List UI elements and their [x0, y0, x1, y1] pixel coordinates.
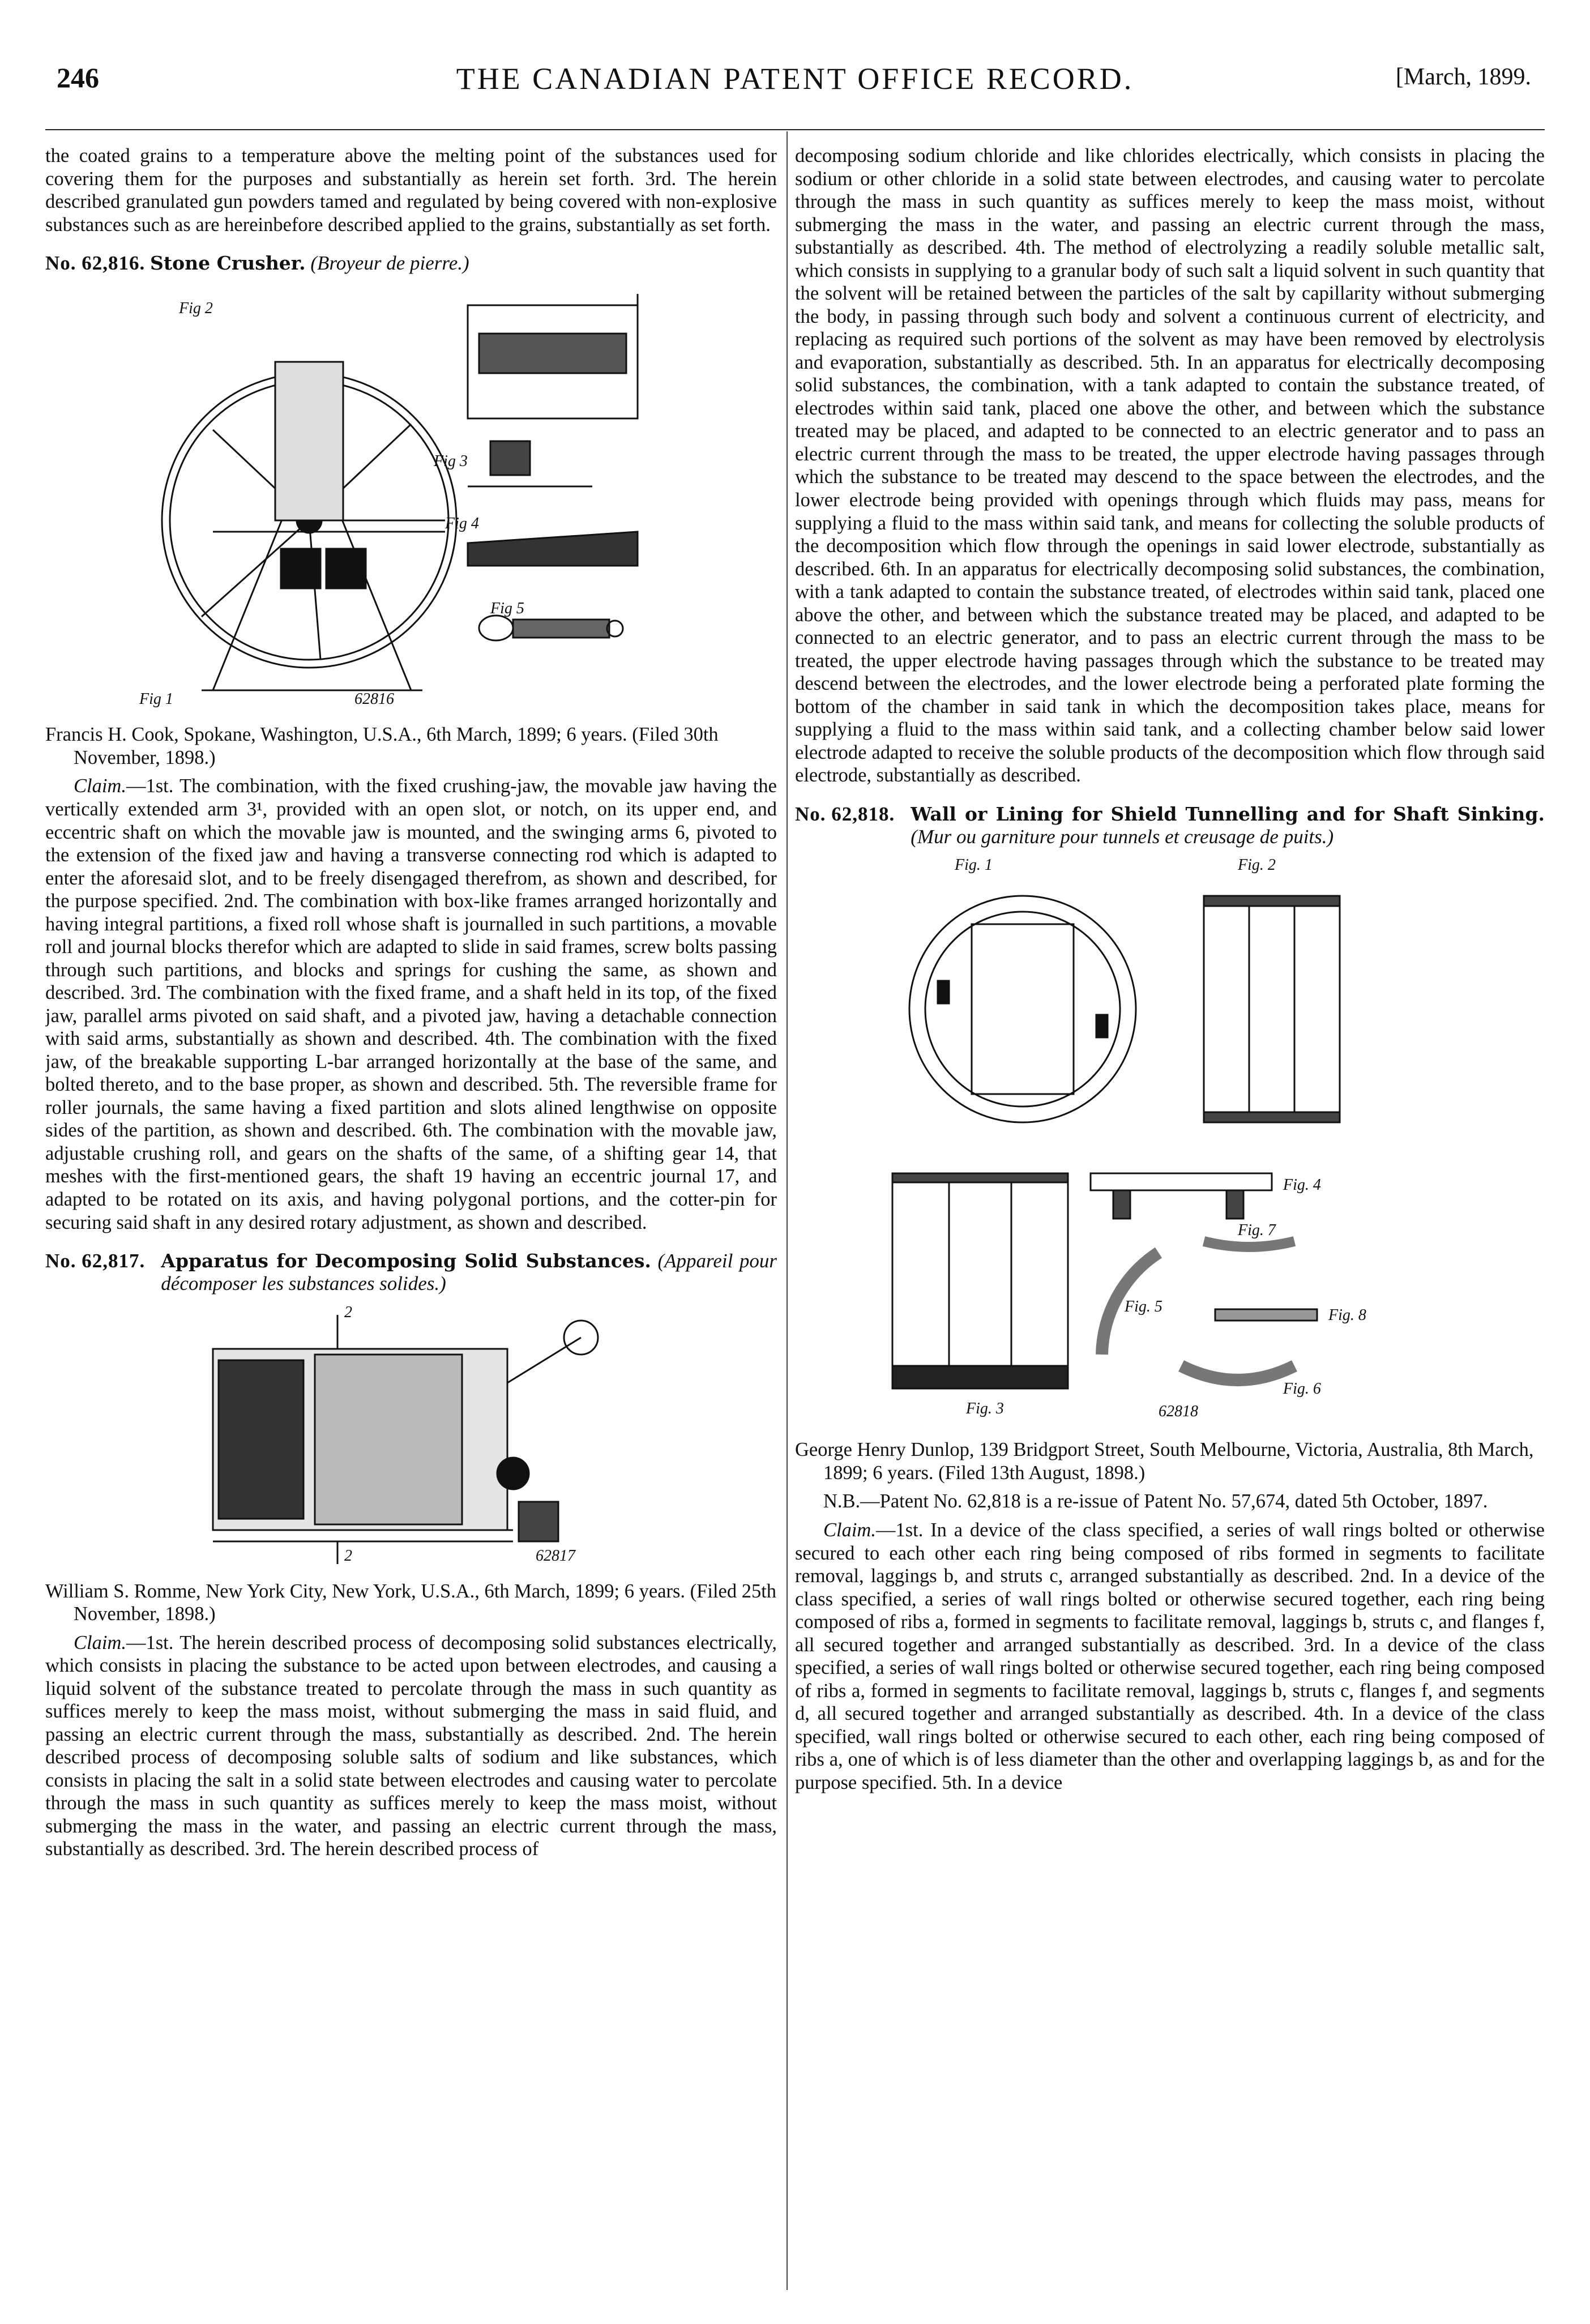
patent-name: Apparatus for Decomposing Solid Substances.	[161, 1250, 651, 1272]
patent-number: No. 62,818.	[795, 802, 895, 825]
inventor-line: Francis H. Cook, Spokane, Washington, U.S.A., 6th March, 1899; 6 years. (Filed 30th November, 1898.)	[45, 724, 719, 768]
patent-note: N.B.—Patent No. 62,818 is a re-issue of Patent No. 57,674, dated 5th October, 1897.	[823, 1490, 1488, 1513]
tunnel-lining-drawing	[887, 856, 1453, 1428]
decomposing-apparatus-drawing	[196, 1304, 626, 1570]
apparatus-illustration	[196, 1304, 626, 1570]
column-divider	[787, 131, 788, 2290]
right-column	[795, 144, 1545, 2301]
claims	[45, 1631, 777, 1861]
fig-label: Fig. 4	[1283, 1176, 1321, 1194]
claim-label: Claim.	[823, 1519, 876, 1541]
claim-label: Claim.	[74, 775, 126, 797]
page-number: 246	[57, 62, 99, 93]
fig-label: Fig. 8	[1328, 1306, 1366, 1325]
fig-label: Fig. 2	[1238, 856, 1276, 874]
patent-heading-62818	[795, 803, 1545, 849]
patent-name: Wall or Lining for Shield Tunnelling and for Shaft Sinking.	[911, 802, 1545, 825]
claims	[45, 775, 777, 1234]
fig-label: Fig. 7	[1238, 1221, 1276, 1240]
patent-name: Stone Crusher.	[150, 252, 306, 275]
left-column	[45, 144, 777, 2301]
patent-heading-62816	[45, 252, 777, 275]
continued-text: decomposing sodium chloride and like chlorides electrically, which consists in placing the sodium or other chloride in a solid state between electrodes, and causing water to percolate through the mass in such quantity as suffices merely to keep the mass moist, without submerging the mass in the water, and passing an electric current through the mass, substantially as described. 4th. The method of electrolyzing a readily soluble metallic salt, which consists in supplying to a granular body of such salt a liquid solvent in such quantity that the solvent will be retained between the particles of the salt by capillarity without submerging the body, in passing through such body and solvent a continuous current of electricity, and replacing as required such portions of the solvent as may have been removed by electrolysis and evaporation, substantially as described. 5th. In an apparatus for electrically decomposing solid substances, the combination, with a tank adapted to contain the substance treated, of electrodes within said tank, placed one above the other, and between which the substance treated may be placed, and adapted to be connected to an electric generator and to pass an electric current through the mass to be treated, the upper electrode having passages through which the substance to be treated may descend to the space between the electrodes, and the lower electrode being provided with openings through which fluids may pass, means for supplying a fluid to the mass within said tank, and means for collecting the soluble products of the decomposition which flow through the openings in said lower electrode, substantially as described. 6th. In an apparatus for electrically decomposing solid substances, the combination, with a tank adapted to contain the substance treated, of electrodes within said tank, placed one above the other, and between which the substance treated may be placed, and adapted to be connected to an electric generator, and to pass an electric current through the mass to be treated, the upper electrode having passages through which the substance to be treated may descend between the electrodes, and the lower electrode being a perforated plate forming the bottom of the chamber in said tank in which the decomposition takes place, means for supplying a fluid to the mass within said tank, and a collecting chamber below said lower electrode adapted to receive the soluble products of the decomposition which flow through said electrode, substantially as described.	[795, 145, 1545, 787]
journal-title: THE CANADIAN PATENT OFFICE RECORD.	[456, 62, 1134, 96]
drawing-number: 62816	[354, 690, 394, 708]
stone-crusher-drawing	[128, 283, 694, 713]
page-header	[45, 61, 1545, 106]
fig-label: 2	[344, 1547, 352, 1565]
fig-label: 2	[344, 1303, 352, 1321]
tunnel-lining-illustration	[887, 856, 1453, 1428]
stone-crusher-illustration	[128, 283, 694, 713]
issue-date: [March, 1899.	[1395, 64, 1531, 90]
claim-text: —1st. The combination, with the fixed crushing-jaw, the movable jaw having the vertically extended arm 3¹, provided with an open slot, or notch, on its upper end, and eccentric shaft on which the movable jaw is mounted, and the swinging arms 6, pivoted to the extension of the fixed jaw and having a transverse connecting rod which is adapted to enter the aforesaid slot, and to be freely disengaged therefrom, as shown and described, for the purpose specified. 2nd. The combination with box-like frames arranged horizontally and having integral partitions, a fixed roll whose shaft is journalled in such partitions, a movable roll and journal blocks therefor which are adapted to slide in said frames, screw bolts passing through such partitions, and blocks and springs for cushing the same, as shown and described. 3rd. The combination with the fixed frame, and a shaft held in its top, of the fixed jaw, parallel arms pivoted on said shaft, and a pivoted jaw, having a detachable connection with said arms, substantially as shown and described. 4th. The combination with the fixed jaw, of the breakable supporting L-bar arranged horizontally at the base of the same, and bolted thereto, and to the base proper, as shown and described. 5th. The reversible frame for roller journals, the same having a fixed partition and slots alined lengthwise on opposite sides of the partition, as shown and described. 6th. The combination with the movable jaw, adjustable crushing roll, and gears on the shafts of the same, of a shifting gear 14, that meshes with the first-mentioned gears, the shaft 19 having an eccentric journal 17, and adapted to be rotated on its axis, and having polygonal portions, and the cotter-pin for securing said shaft in any desired rotary adjustment, as shown and described.	[45, 775, 777, 1233]
fig-label: Fig. 3	[966, 1400, 1004, 1418]
patent-number: No. 62,816.	[45, 252, 146, 275]
claim-label: Claim.	[74, 1631, 126, 1654]
drawing-number: 62817	[536, 1547, 575, 1565]
continued-text: the coated grains to a temperature above the melting point of the substances used for covering them for the purposes and substantially as herein set forth. 3rd. The herein described granulated gun powders tamed and regulated by being covered with non-explosive substances such as are hereinbefore described applied to the grains, substantially as set forth.	[45, 145, 777, 236]
fig-label: Fig 1	[139, 690, 173, 708]
fig-label: Fig 2	[179, 300, 213, 318]
fig-label: Fig. 1	[955, 856, 993, 874]
patent-number: No. 62,817.	[45, 1250, 146, 1272]
patent-heading-62817	[45, 1250, 777, 1296]
fig-label: Fig 5	[490, 600, 524, 618]
patent-french-name: (Mur ou garniture pour tunnels et creusage de puits.)	[911, 826, 1334, 848]
claim-text: —1st. In a device of the class specified, a series of wall rings bolted or otherwise secured to each other each ring being composed of ribs formed in segments to facilitate removal, laggings b, and struts c, arranged substantially as described. 2nd. In a device of the class specified, a series of wall rings bolted or otherwise secured together, each ring being composed of ribs a, formed in segments to facilitate removal, laggings b, struts c, and flanges f, all secured together and arranged substantially as described. 3rd. In a device of the class specified, a series of wall rings bolted or otherwise secured together, each ring being composed of ribs a, formed in segments to facilitate removal, laggings b, struts c, flanges f, and segments d, all secured together and arranged substantially as described. 4th. In a device of the class specified, wall rings bolted or otherwise secured to each other, each ring being composed of ribs a, one of which is of less diameter than the other and overlapping laggings b, as and for the purpose specified. 5th. In a device	[795, 1519, 1545, 1793]
inventor-line: William S. Romme, New York City, New York, U.S.A., 6th March, 1899; 6 years. (Filed 25th November, 1898.)	[45, 1580, 777, 1625]
fig-label: Fig. 5	[1125, 1298, 1162, 1316]
patent-french-name: (Appareil pour décomposer les substances solides.)	[161, 1250, 777, 1295]
fig-label: Fig. 6	[1283, 1380, 1321, 1398]
claims	[795, 1519, 1545, 1794]
fig-label: Fig 4	[445, 515, 479, 533]
drawing-number: 62818	[1159, 1403, 1198, 1421]
patent-french-name: (Broyeur de pierre.)	[310, 252, 469, 275]
inventor-line: George Henry Dunlop, 139 Bridgport Street, South Melbourne, Victoria, Australia, 8th March, 1899; 6 years. (Filed 13th August, 1898.)	[795, 1439, 1534, 1484]
fig-label: Fig 3	[434, 452, 468, 471]
header-rule	[45, 129, 1545, 130]
claim-text: —1st. The herein described process of decomposing solid substances electrically, which consists in placing the substance to be acted upon between electrodes, and causing a liquid solvent of the substance treated to percolate through the mass in such quantity as suffices merely to keep the mass moist, without submerging the mass in said fluid, and passing an electric current through the mass, substantially as described. 2nd. The herein described process of decomposing soluble salts of sodium and like substances, which consists in placing the salt in a solid state between electrodes and causing water to percolate through the mass in such quantity as suffices merely to keep the mass moist, without submerging the mass in the water, and passing an electric current through the mass, substantially as described. 3rd. The herein described process of	[45, 1631, 777, 1860]
